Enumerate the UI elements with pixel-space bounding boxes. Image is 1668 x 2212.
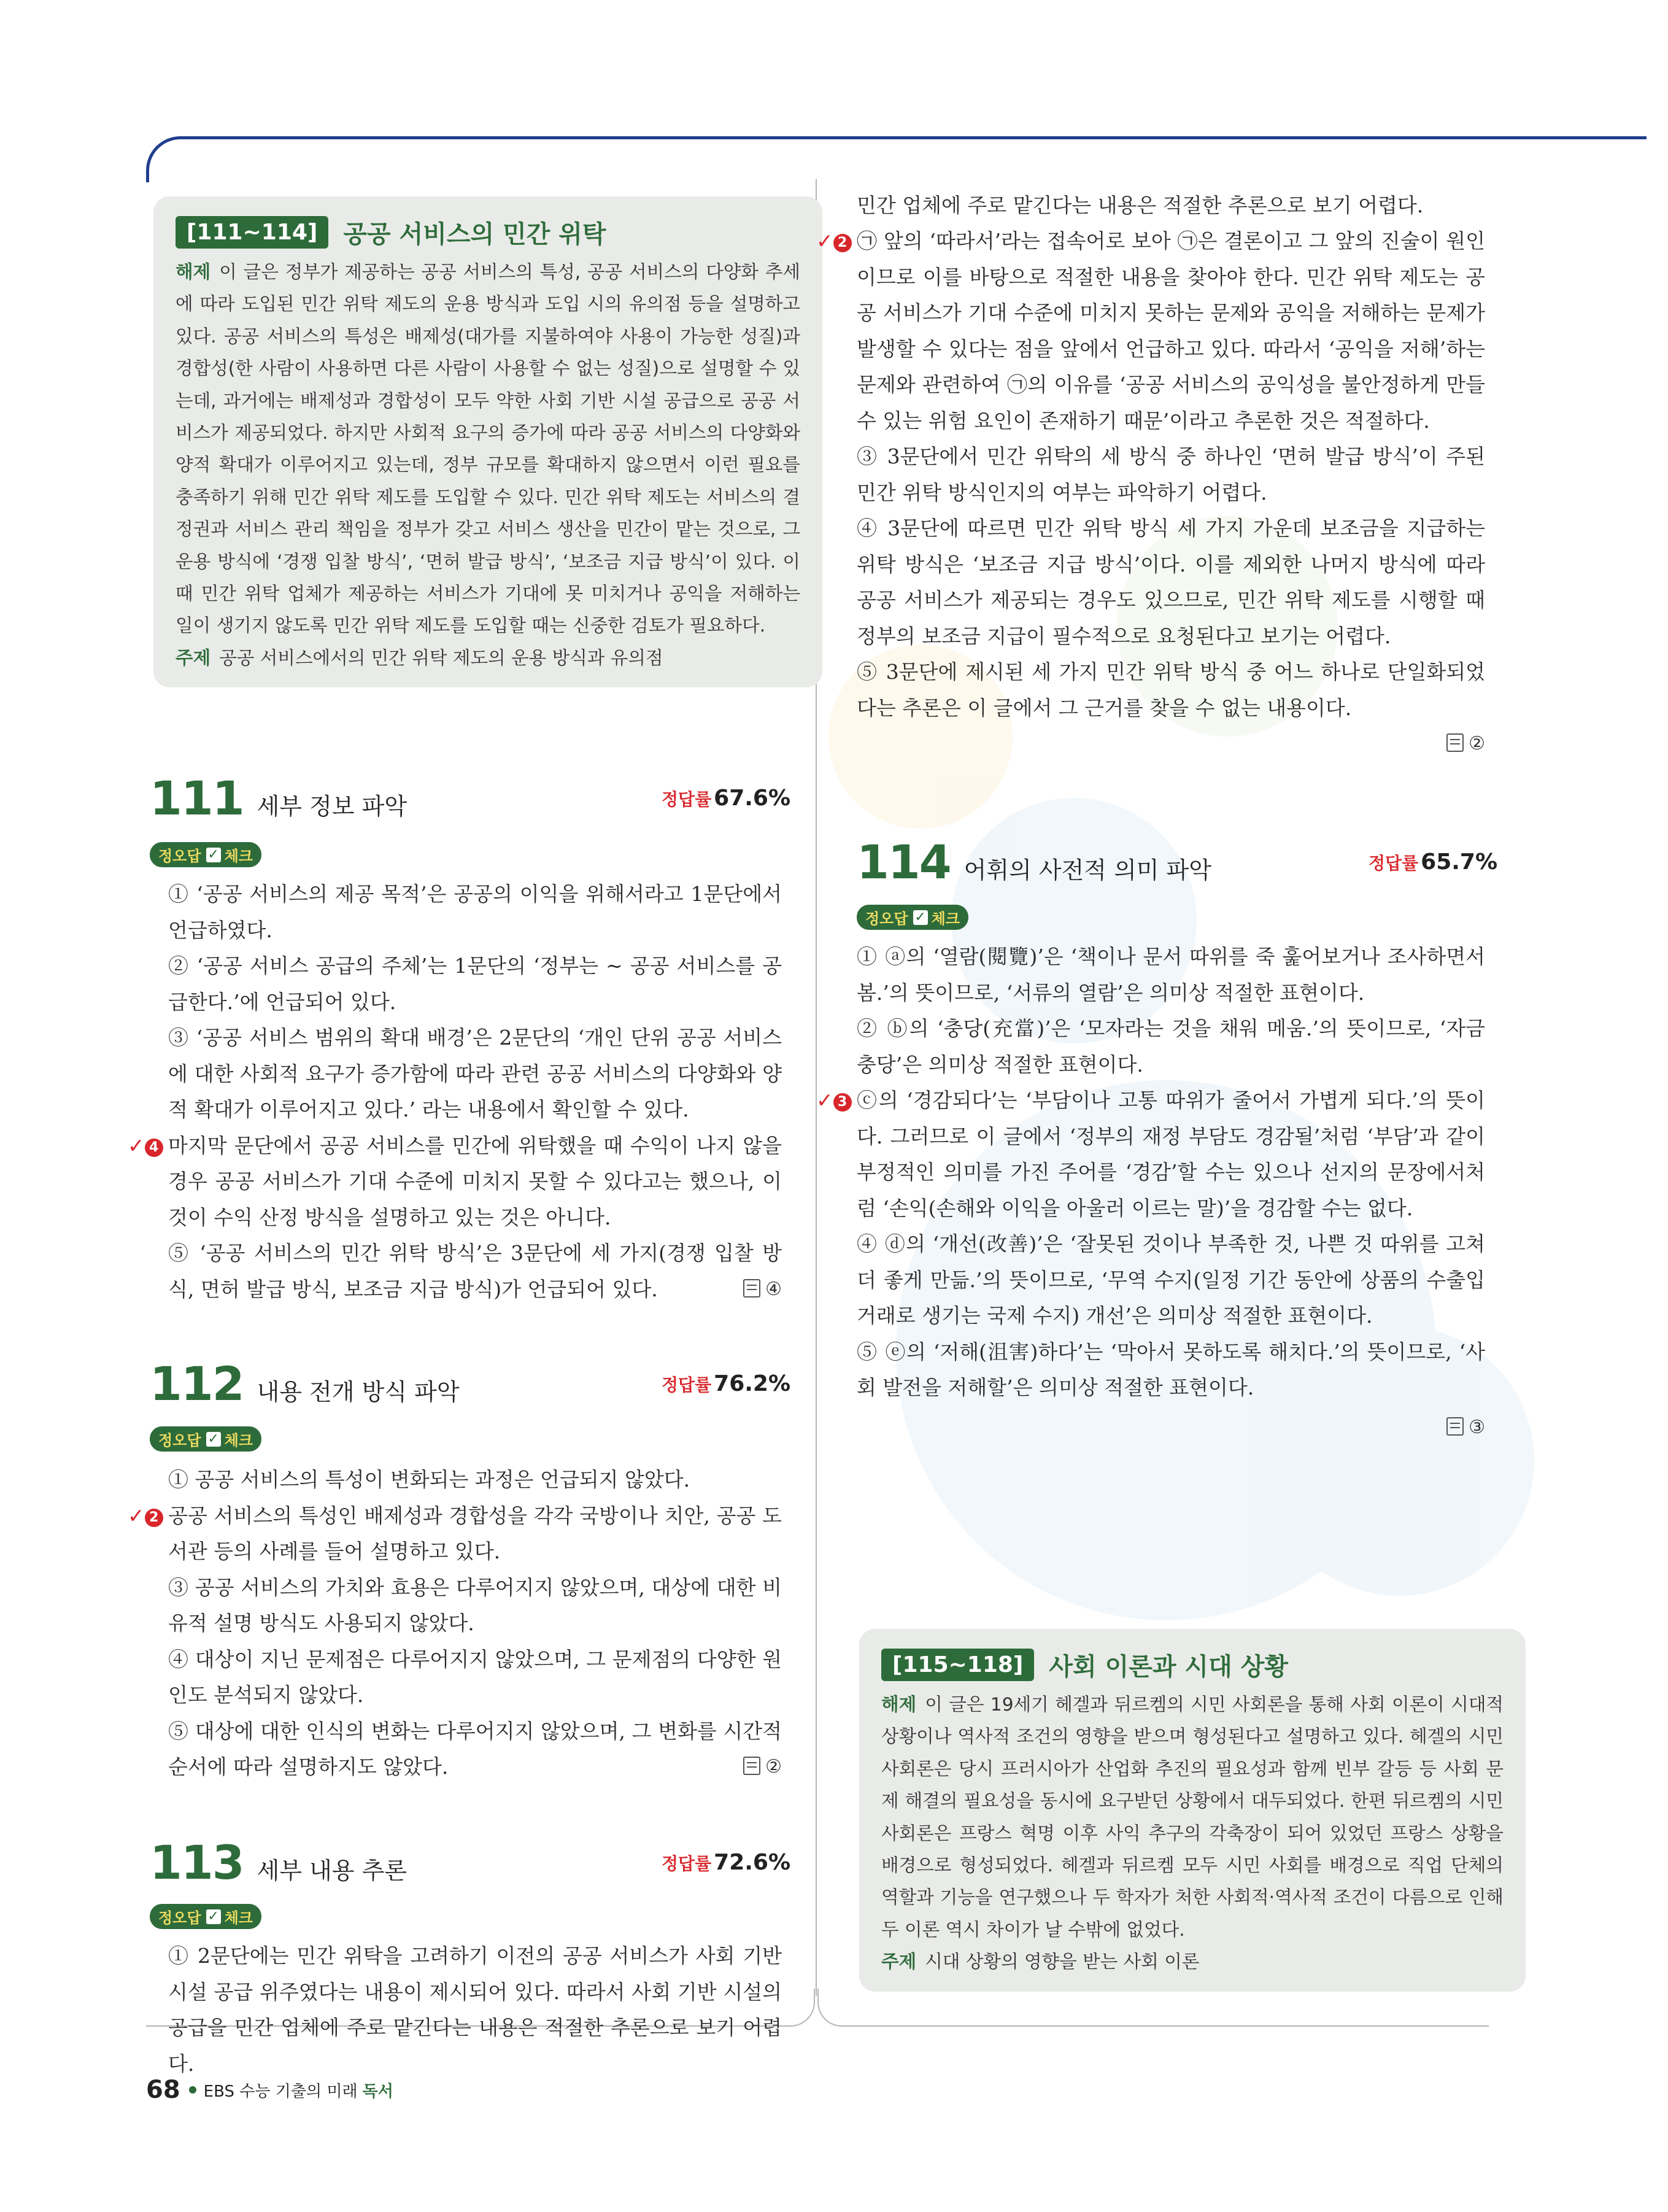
- correct-check-icon: ✓ 2: [128, 1498, 163, 1534]
- option-1: ① ‘공공 서비스의 제공 목적’은 공공의 이익을 위해서라고 1문단에서 언급하였다.: [168, 882, 782, 942]
- option-1-continued: 민간 업체에 주로 맡긴다는 내용은 적절한 추론으로 보기 어렵다.: [857, 193, 1424, 217]
- question-title: 세부 정보 파악: [257, 793, 407, 820]
- option-5: ⑤ ‘공공 서비스의 민간 위탁 방식’은 3문단에 세 가지(경쟁 입찰 방식, 면허 발급 방식, 보조금 지급 방식)가 언급되어 있다. ④: [168, 1236, 782, 1307]
- question-title: 어휘의 사전적 의미 파악: [963, 857, 1211, 884]
- answer-icon: [743, 1279, 760, 1297]
- answer-icon: [743, 1757, 760, 1775]
- question-number: 114: [857, 835, 951, 889]
- question-number: 112: [150, 1356, 244, 1411]
- check-badge: 정오답 ✓ 체크: [150, 1904, 261, 1929]
- option-4: ④ 3문단에 따르면 민간 위탁 방식 세 가지 가운데 보조금을 지급하는 위탁 방식은 ‘보조금 지급 방식’이다. 이를 제외한 나머지 방식에 따라 공공 서비스가 제공되는 경우도 있으므로, 민간 위탁 제도를 시행할 때 정부의 보조금 지급이 필수적으로 요청된다고 보기는 어렵다.: [857, 516, 1485, 648]
- option-2-correct: ✓ 2 ㉠ 앞의 ‘따라서’라는 접속어로 보아 ㉠은 결론이고 그 앞의 진술이 원인이므로 이를 바탕으로 적절한 내용을 찾아야 한다. 민간 위탁 제도는 공공 서비스가 기대 수준에 미치지 못하는 문제와 공익을 저해하는 문제가 발생할 수 있다는 점을 앞에서 언급하고 있다. 따라서 ‘공익을 저해’하는 문제와 관련하여 ㉠의 이유를 ‘공공 서비스의 공익성을 불안정하게 만들 수 있는 위험 요인이 존재하기 때문’이라고 추론한 것은 적절하다.: [857, 223, 1485, 439]
- subject-label: 독서: [362, 2082, 393, 2101]
- question-111-body: [128, 876, 782, 1307]
- correct-rate: 정답률 65.7%: [1369, 849, 1498, 875]
- option-5: ⑤ 3문단에 제시된 세 가지 민간 위탁 방식 중 어느 하나로 단일화되었다는 추론은 이 글에서 그 근거를 찾을 수 없는 내용이다.: [857, 660, 1485, 720]
- option-2: ② ‘공공 서비스 공급의 주체’는 1문단의 ‘정부는 ~ 공공 서비스를 공급한다.’에 언급되어 있다.: [168, 954, 782, 1014]
- summary-box-115-118: [859, 1629, 1526, 1992]
- check-icon: ✓: [913, 910, 928, 925]
- correct-rate: 정답률 76.2%: [662, 1371, 791, 1396]
- option-1: ① 공공 서비스의 특성이 변화되는 과정은 언급되지 않았다.: [168, 1468, 690, 1491]
- option-2-correct: ✓ 2 공공 서비스의 특성인 배제성과 경합성을 각각 국방이나 치안, 공공 도서관 등의 사례를 들어 설명하고 있다.: [168, 1498, 782, 1570]
- option-5: ⑤ 대상에 대한 인식의 변화는 다루어지지 않았으며, 그 변화를 시간적 순서에 따라 설명하지도 않았다. ②: [168, 1714, 782, 1785]
- answer-icon: [1446, 1417, 1464, 1436]
- option-1: ① ⓐ의 ‘열람(閱覽)’은 ‘책이나 문서 따위를 죽 훑어보거나 조사하면서 봄.’의 뜻이므로, ‘서류의 열람’은 의미상 적절한 표현이다.: [857, 945, 1485, 1005]
- haeje-label: 해제: [881, 1694, 917, 1715]
- check-icon: ✓: [206, 1909, 221, 1924]
- option-4: ④ ⓓ의 ‘개선(改善)’은 ‘잘못된 것이나 부족한 것, 나쁜 것 따위를 고쳐 더 좋게 만듦.’의 뜻이므로, ‘무역 수지(일정 기간 동안에 상품의 수출입 거래로 생기는 국제 수지) 개선’은 의미상 적절한 표현이다.: [857, 1232, 1485, 1328]
- option-3: ③ ‘공공 서비스 범위의 확대 배경’은 2문단의 ‘개인 단위 공공 서비스에 대한 사회적 요구가 증가함에 따라 관련 공공 서비스의 다양화와 양적 확대가 이루어지고 있다.’ 라는 내용에서 확인할 수 있다.: [168, 1026, 782, 1121]
- correct-check-icon: ✓ 4: [128, 1128, 163, 1164]
- bullet-dot-icon: [189, 2086, 196, 2094]
- bottom-border-right: [817, 1989, 1489, 2027]
- question-112-body: [128, 1462, 782, 1785]
- juje-text: 공공 서비스에서의 민간 위탁 제도의 운용 방식과 유의점: [219, 647, 663, 668]
- answer-marker: ②: [1446, 726, 1485, 762]
- option-3: ③ 3문단에서 민간 위탁의 세 방식 중 하나인 ‘면허 발급 방식’이 주된 민간 위탁 방식인지의 여부는 파악하기 어렵다.: [857, 444, 1485, 505]
- check-badge: 정오답 ✓ 체크: [150, 1426, 261, 1452]
- summary-range: [115~118]: [881, 1649, 1034, 1681]
- summary-range: [111~114]: [176, 216, 328, 249]
- question-114-body: [816, 939, 1485, 1445]
- check-badge: 정오답 ✓ 체크: [150, 842, 261, 867]
- correct-rate: 정답률 67.6%: [662, 786, 791, 811]
- answer-marker: ③: [1446, 1410, 1485, 1446]
- question-title: 세부 내용 추론: [257, 1857, 407, 1884]
- option-5: ⑤ ⓔ의 ‘저해(沮害)하다’는 ‘막아서 못하도록 해치다.’의 뜻이므로, ‘사회 발전을 저해할’은 의미상 적절한 표현이다.: [857, 1339, 1485, 1399]
- check-icon: ✓: [206, 1432, 221, 1447]
- question-113-body-part1: [128, 1938, 782, 2076]
- option-3: ③ 공공 서비스의 가치와 효용은 다루어지지 않았으며, 대상에 대한 비유적 설명 방식도 사용되지 않았다.: [168, 1575, 782, 1635]
- summary-title: 사회 이론과 시대 상황: [1049, 1653, 1288, 1681]
- question-number: 111: [150, 771, 244, 826]
- question-number: 113: [150, 1835, 244, 1890]
- top-border-line: [146, 136, 1647, 182]
- page-number: 68: [146, 2076, 180, 2104]
- haeje-text: 이 글은 정부가 제공하는 공공 서비스의 특성, 공공 서비스의 다양화 추세에 따라 도입된 민간 위탁 제도의 운용 방식과 도입 시의 유의점 등을 설명하고 있다. 공공 서비스의 특성은 배제성(대가를 지불하여야 사용이 가능한 성질)과 경합성(한 사람이 사용하면 다른 사람이 사용할 수 없는 성질)으로 설명할 수 있는데, 과거에는 배제성과 경합성이 모두 약한 사회 기반 시설 공급으로 공공 서비스가 제공되었다. 하지만 사회적 요구의 증가에 따라 공공 서비스의 다양화와 양적 확대가 이루어지고 있는데, 정부 규모를 확대하지 않으면서 이런 필요를 충족하기 위해 민간 위탁 제도를 도입할 수 있다. 민간 위탁 제도는 서비스의 결정권과 서비스 관리 책임을 정부가 갖고 서비스 생산을 민간이 맡는 것으로, 그 운용 방식에 ‘경쟁 입찰 방식’, ‘면허 발급 방식’, ‘보조금 지급 방식’이 있다. 이때 민간 위탁 업체가 제공하는 서비스가 기대에 못 미치거나 공익을 저해하는 일이 생기지 않도록 민간 위탁 제도를 도입할 때는 신중한 검토가 필요하다.: [176, 261, 800, 636]
- correct-check-icon: ✓ 2: [816, 223, 852, 260]
- answer-icon: [1446, 733, 1464, 752]
- haeje-text: 이 글은 19세기 헤겔과 뒤르켐의 시민 사회론을 통해 사회 이론이 시대적 상황이나 역사적 조건의 영향을 받으며 형성된다고 설명하고 있다. 헤겔의 시민 사회론은 당시 프러시아가 산업화 추진의 필요성과 함께 빈부 갈등 등 사회 문제 해결의 필요성을 동시에 요구받던 상황에서 대두되었다. 한편 뒤르켐의 시민 사회론은 프랑스 혁명 이후 사익 추구의 각축장이 되어 있었던 프랑스 상황을 배경으로 형성되었다. 헤겔과 뒤르켐 모두 시민 사회를 배경으로 직업 단체의 역할과 기능을 연구했으나 두 학자가 처한 사회적·역사적 조건이 다름으로 인해 두 이론 역시 차이가 날 수밖에 없었다.: [881, 1694, 1504, 1940]
- check-badge: 정오답 ✓ 체크: [857, 905, 968, 930]
- question-111-header: [150, 771, 407, 826]
- juje-label: 주제: [881, 1951, 917, 1973]
- book-title: EBS 수능 기출의 미래: [203, 2082, 358, 2101]
- option-1: ① 2문단에는 민간 위탁을 고려하기 이전의 공공 서비스가 사회 기반 시설 공급 위주였다는 내용이 제시되어 있다. 따라서 사회 기반 시설의 공급을 민간 업체에 주로 맡긴다는 내용은 적절한 추론으로 보기 어렵다.: [168, 1944, 782, 2076]
- correct-check-icon: ✓ 3: [816, 1083, 852, 1119]
- summary-box-111-114: [153, 196, 822, 687]
- question-114-header: [857, 835, 1211, 889]
- correct-rate: 정답률 72.6%: [662, 1850, 791, 1875]
- answer-marker: ②: [743, 1749, 782, 1785]
- question-title: 내용 전개 방식 파악: [257, 1379, 460, 1406]
- option-3-correct: ✓ 3 ⓒ의 ‘경감되다’는 ‘부담이나 고통 따위가 줄어서 가볍게 되다.’의 뜻이다. 그러므로 이 글에서 ‘정부의 재정 부담도 경감될’처럼 ‘부담’과 같이 부정적인 의미를 가진 주어를 ‘경감’할 수는 있으나 선지의 문장에서처럼 ‘손익(손해와 이익을 아울러 이르는 말)’을 경감할 수는 없다.: [857, 1083, 1485, 1226]
- juje-label: 주제: [176, 647, 211, 668]
- summary-title: 공공 서비스의 민간 위탁: [343, 220, 606, 249]
- haeje-label: 해제: [176, 261, 211, 282]
- check-icon: ✓: [206, 848, 221, 862]
- option-2: ② ⓑ의 ‘충당(充當)’은 ‘모자라는 것을 채워 메움.’의 뜻이므로, ‘자금 충당’은 의미상 적절한 표현이다.: [857, 1016, 1485, 1077]
- option-4-correct: ✓ 4 마지막 문단에서 공공 서비스를 민간에 위탁했을 때 수익이 나지 않을 경우 공공 서비스가 기대 수준에 미치지 못할 수 있다고는 했으나, 이것이 수익 산정 방식을 설명하고 있는 것은 아니다.: [168, 1128, 782, 1236]
- question-112-header: [150, 1356, 460, 1411]
- question-113-header: [150, 1835, 407, 1890]
- answer-marker: ④: [743, 1272, 782, 1308]
- option-4: ④ 대상이 지닌 문제점은 다루어지지 않았으며, 그 문제점의 다양한 원인도 분석되지 않았다.: [168, 1647, 782, 1707]
- juje-text: 시대 상황의 영향을 받는 사회 이론: [925, 1951, 1200, 1973]
- question-113-body-part2: [816, 188, 1485, 762]
- page-footer: [146, 2076, 393, 2104]
